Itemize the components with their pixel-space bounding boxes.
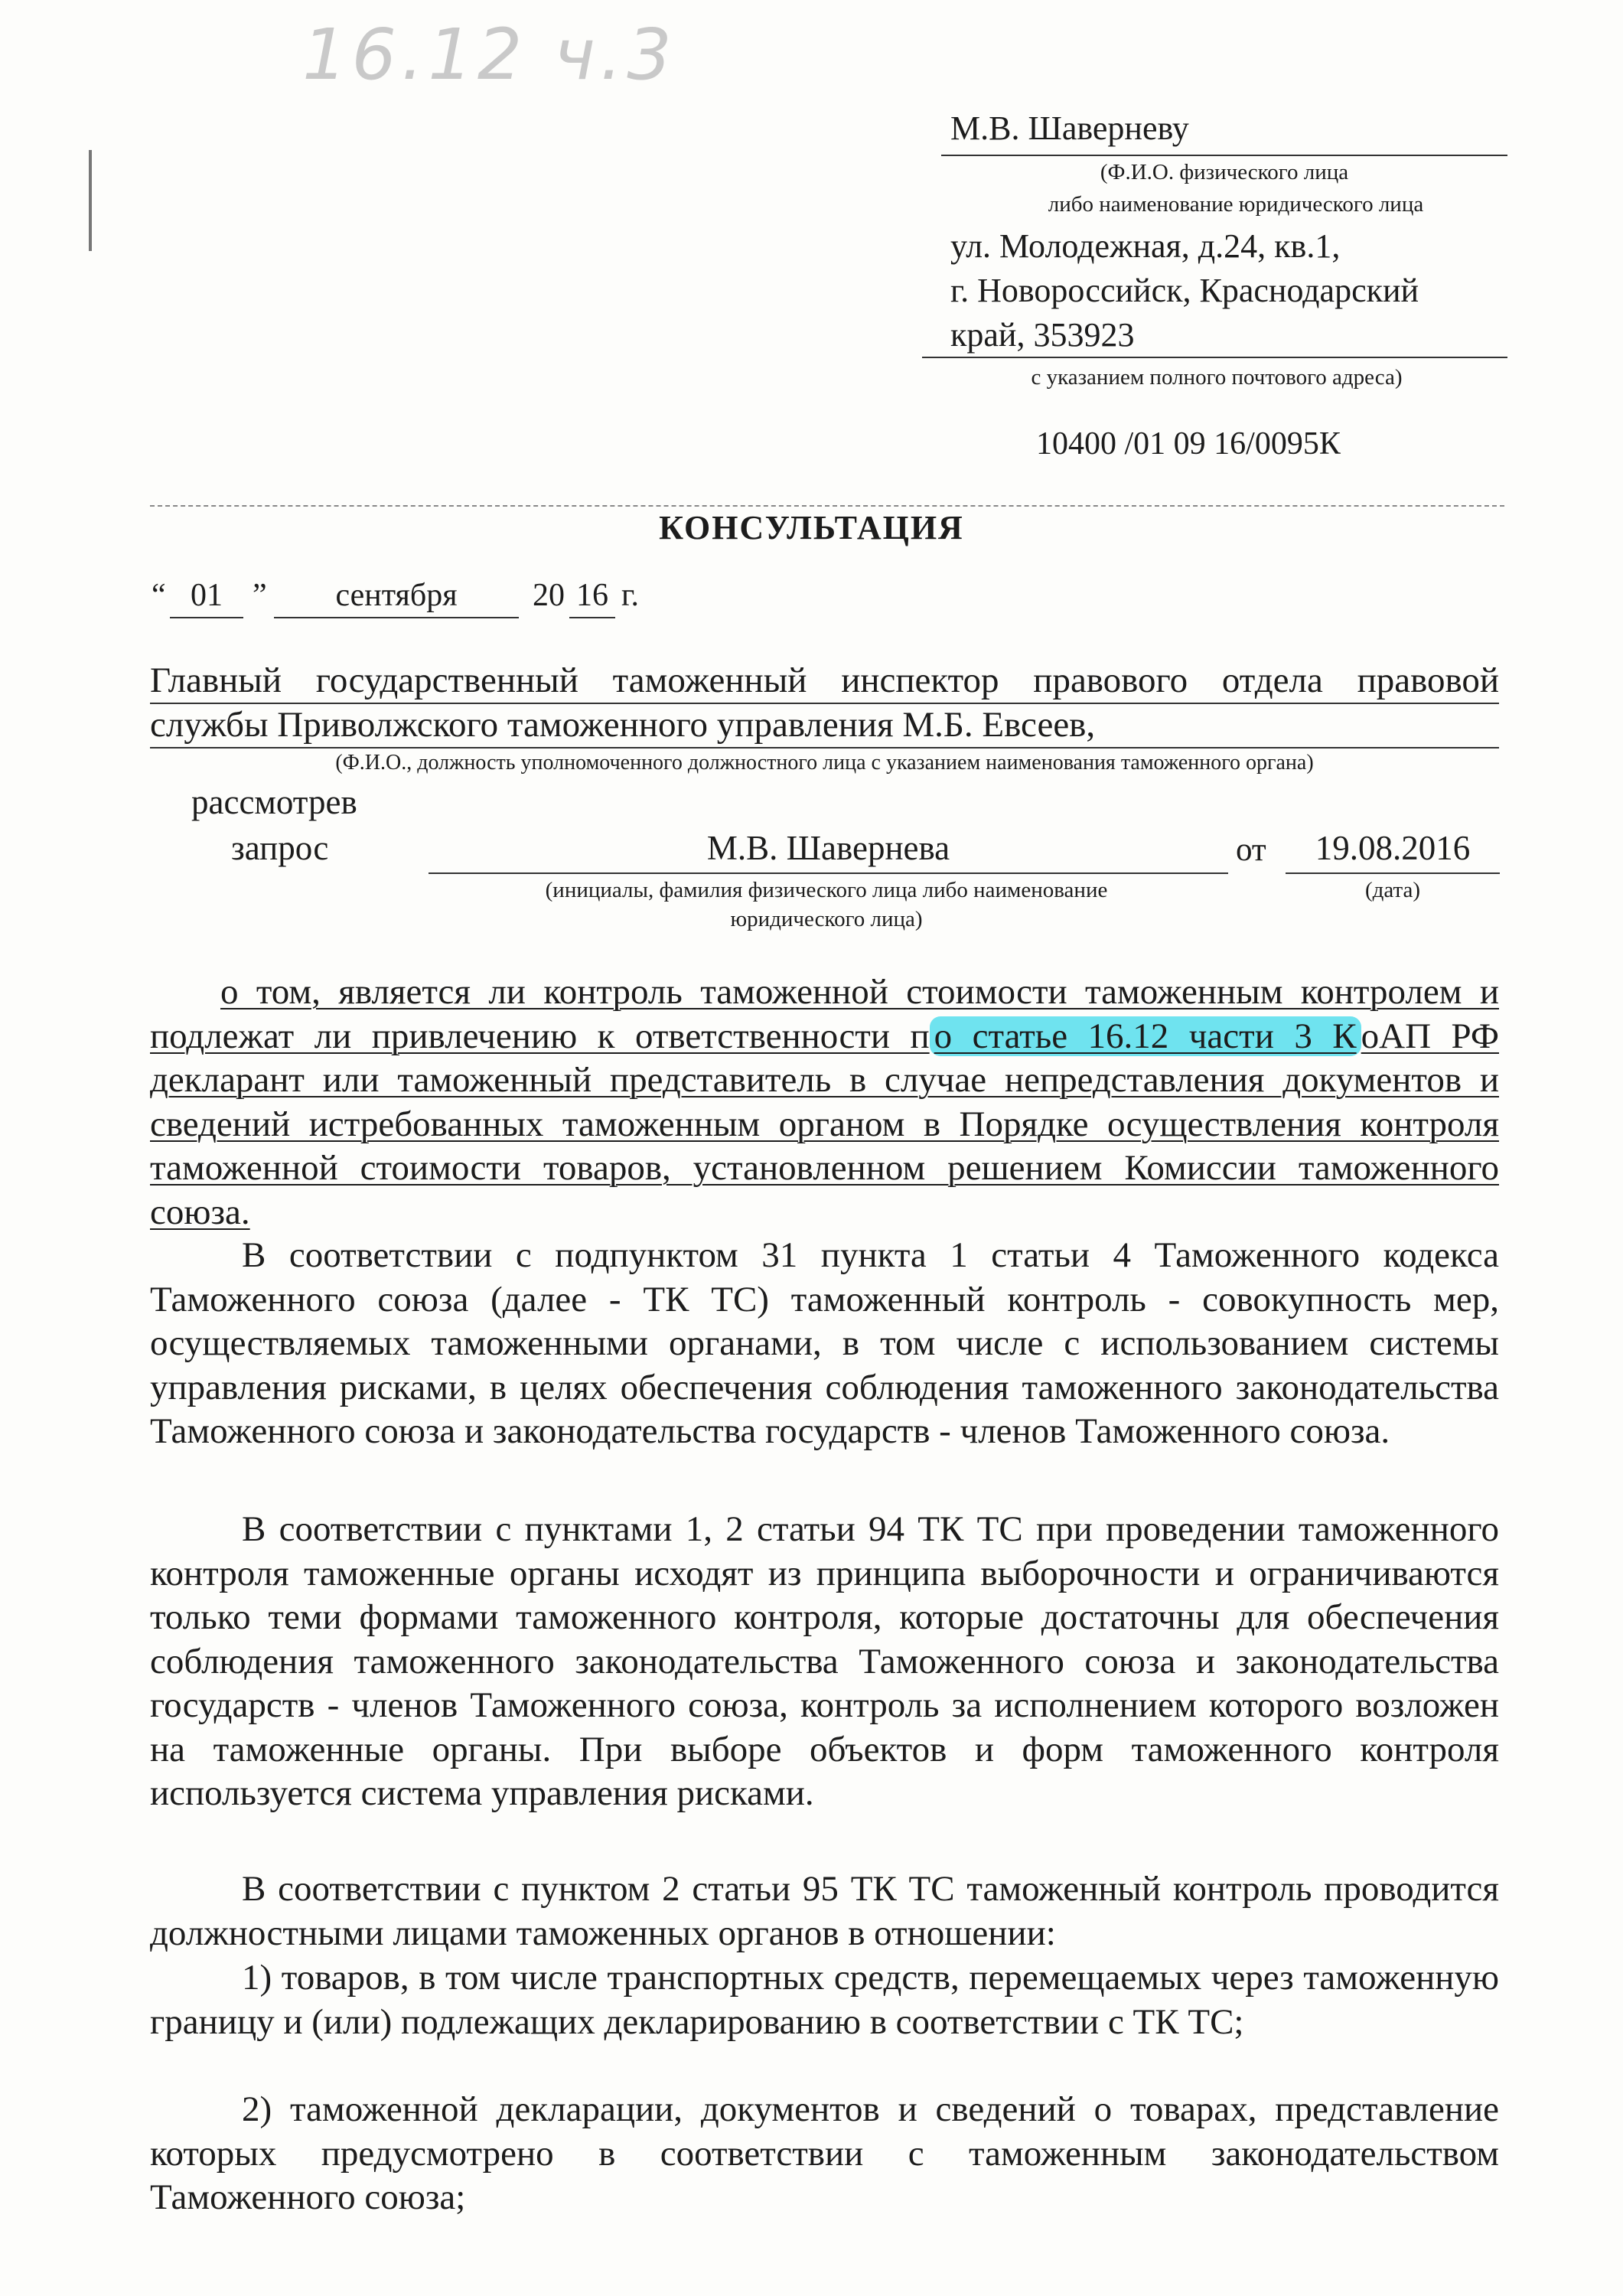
body-paragraph: В соответствии с подпунктом 31 пункта 1 статьи 4 Таможенного кодекса Таможенного союза (далее - ТК ТС) таможенный контроль - совокупность мер, осуществляемых таможенными органами, в том числе с использованием системы управления рисками, в целях обеспечения соблюдения таможенного законодательства Таможенного союза и законодательства государств - членов Таможенного союза.: [150, 1235, 1499, 1451]
list-item: 2) таможенной декларации, документов и сведений о товарах, представление которых предусмотрено в соответствии с таможенным законодательством Таможенного союза;: [150, 2089, 1499, 2217]
consultation-subject: [150, 970, 1499, 1234]
date-year-unit: г.: [621, 578, 639, 613]
date-year-line: [569, 617, 615, 618]
date-day-line: [170, 617, 243, 618]
subject-text: оАП РФ декларант или таможенный представитель в случае непредставления документов и сведений истребованных таможенным органом в Порядке осуществления контроля таможенной стоимости товаров, установленном решением Комиссии таможенного союза.: [150, 1016, 1499, 1232]
date-close-quote: ”: [253, 578, 267, 613]
recipient-name: М.В. Шаверневу: [950, 109, 1189, 147]
request-date-caption: (дата): [1364, 878, 1421, 902]
date-day: 01: [191, 578, 223, 613]
requester-caption: (инициалы, фамилия физического лица либо наименование: [545, 878, 1108, 902]
recipient-name-caption: (Ф.И.О. физического лица: [1100, 160, 1349, 184]
request-date: 19.08.2016: [1315, 829, 1471, 867]
document-title: КОНСУЛЬТАЦИЯ: [659, 509, 964, 546]
recipient-address-line: г. Новороссийск, Краснодарский: [950, 272, 1419, 309]
official-caption: (Ф.И.О., должность уполномоченного должностного лица с указанием наименования таможенного органа): [335, 751, 1314, 775]
separator: [150, 505, 1504, 507]
official-line: Главный государственный таможенный инспектор правового отдела правовой: [150, 660, 1499, 700]
registration-number: 10400 /01 09 16/0095К: [1036, 426, 1341, 461]
requester-line: [429, 872, 1228, 874]
requester-caption: юридического лица): [730, 907, 923, 931]
requester-name: М.В. Шавернева: [706, 829, 950, 867]
request-label: запрос: [231, 829, 329, 867]
subject-highlight: о статье 16.12 части 3 К: [930, 1016, 1361, 1056]
date-month: сентября: [335, 578, 458, 613]
recipient-address-line: ул. Молодежная, д.24, кв.1,: [950, 227, 1341, 265]
recipient-name-caption: либо наименование юридического лица: [1048, 192, 1424, 217]
list-item: 1) товаров, в том числе транспортных средств, перемещаемых через таможенную границу и (или) подлежащих декларированию в соответствии с ТК ТС;: [150, 1958, 1499, 2042]
request-from-label: от: [1236, 832, 1266, 868]
date-month-line: [274, 617, 519, 618]
considered-label: рассмотрев: [191, 783, 357, 821]
body-paragraph: В соответствии с пунктами 1, 2 статьи 94 ТК ТС при проведении таможенного контроля таможенные органы исходят из принципа выборочности и ограничиваются только теми формами таможенного контроля, которые достаточны для обеспечения соблюдения таможенного законодательства Таможенного союза и законодательства государств - членов Таможенного союза, контроль за исполнением которого возложен на таможенные органы. При выборе объектов и форм таможенного контроля используется система управления рисками.: [150, 1509, 1499, 1813]
date-year-suffix: 16: [576, 578, 608, 613]
recipient-address-caption: с указанием полного почтового адреса): [1031, 365, 1403, 390]
official-line: службы Приволжского таможенного управления М.Б. Евсеев,: [150, 705, 1096, 745]
recipient-address-line-rule: [922, 357, 1507, 358]
date-year-prefix: 20: [533, 578, 565, 613]
margin-mark: [89, 150, 92, 251]
date-open-quote: “: [152, 578, 166, 613]
handwritten-note: 16.12 ч.3: [302, 14, 676, 96]
recipient-name-line: [941, 155, 1507, 156]
body-paragraph: В соответствии с пунктом 2 статьи 95 ТК ТС таможенный контроль проводится должностными лицами таможенных органов в отношении:: [150, 1869, 1499, 1953]
request-date-line: [1286, 872, 1500, 874]
recipient-address-line: край, 353923: [950, 316, 1135, 354]
subject-text: о том, является ли контроль таможенной стоимости таможенным контролем и подлежат ли привлечению к ответственности п: [150, 972, 1499, 1056]
